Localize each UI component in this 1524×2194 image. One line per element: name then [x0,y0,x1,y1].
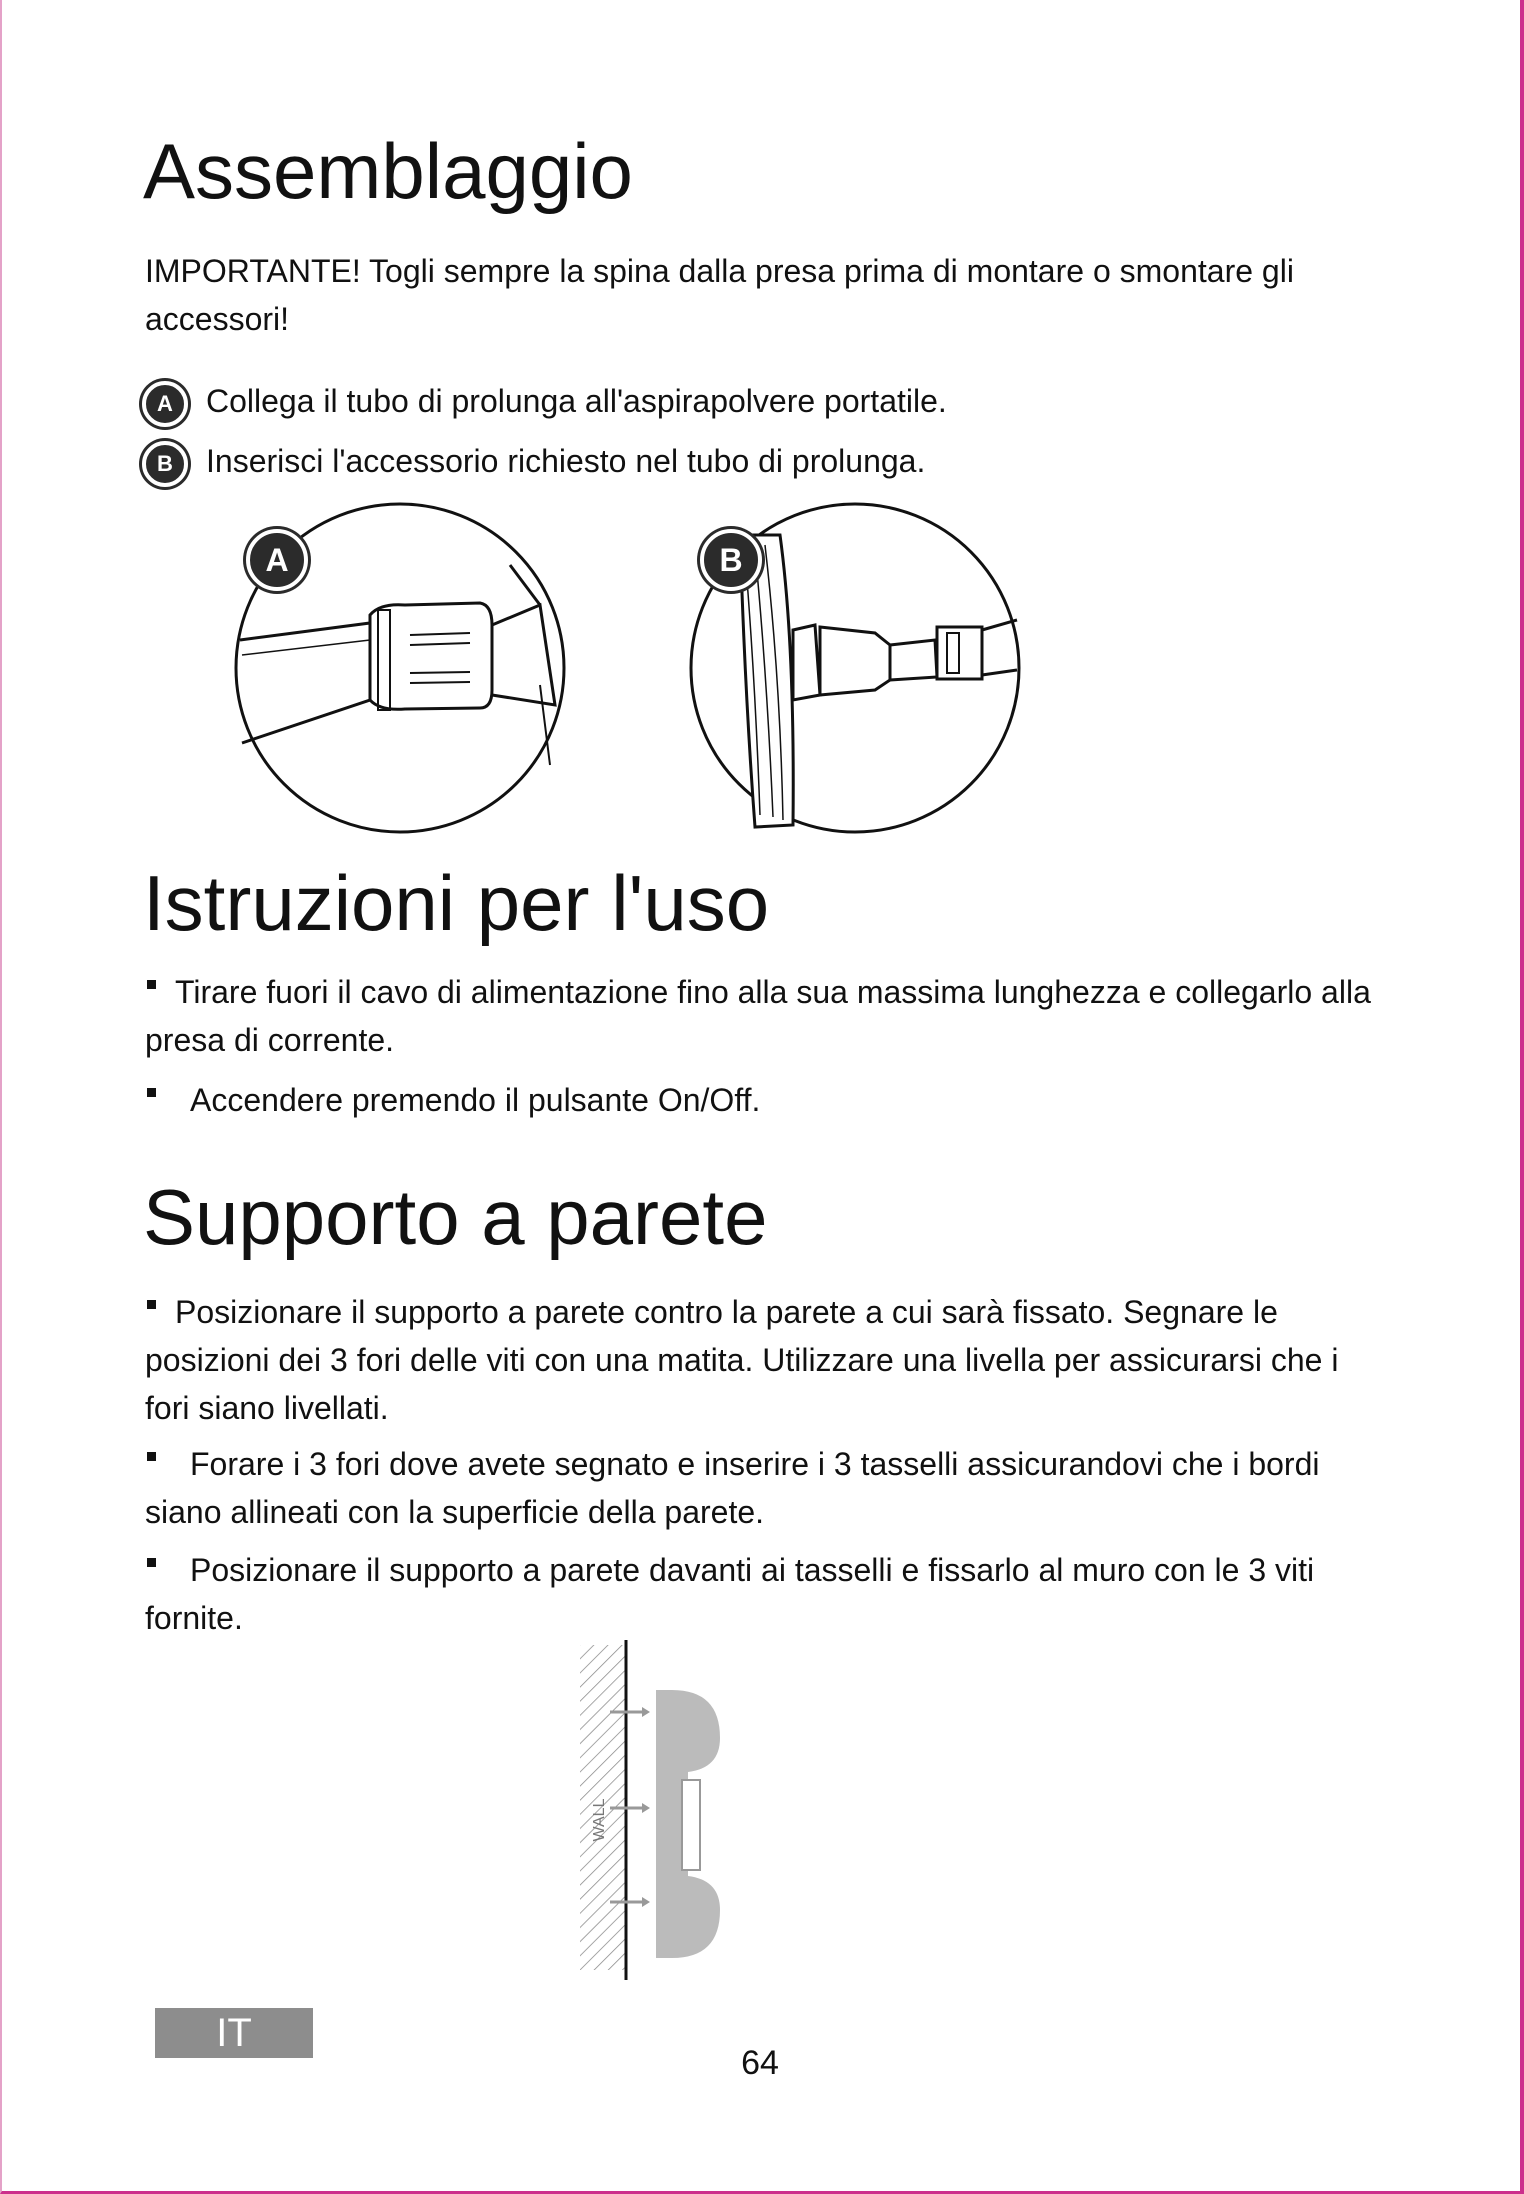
bullet-icon [147,1088,156,1097]
wall-label: WALL [591,1798,608,1842]
page-number: 64 [741,2044,779,2082]
wall-mount-item-3: Posizionare il supporto a parete davanti ai tasselli e fissarlo al muro con le 3 viti fornite. [145,1552,1315,1636]
section-title-wall-mount: Supporto a parete [143,1173,768,1261]
step-a-badge: A [142,381,188,427]
usage-item-2: Accendere premendo il pulsante On/Off. [190,1082,761,1118]
important-note: IMPORTANTE! Togli sempre la spina dalla presa prima di montare o smontare gli accessori! [145,253,1294,337]
language-tab: IT [155,2008,313,2058]
section-title-assembly: Assemblaggio [143,127,633,215]
wall-mount-item-1: Posizionare il supporto a parete contro la parete a cui sarà fissato. Segnare le posizioni dei 3 fori delle viti con una matita. Utilizzare una livella per assicurarsi che i fori siano livellati. [145,1294,1339,1426]
section-title-usage: Istruzioni per l'uso [143,859,770,947]
step-b-badge: B [142,441,188,487]
figure-b-label: B [700,529,762,591]
figure-a-label: A [246,529,308,591]
wall-mount-item-2: Forare i 3 fori dove avete segnato e inserire i 3 tasselli assicurandovi che i bordi siano allineati con la superficie della parete. [145,1446,1320,1530]
step-b-text: Inserisci l'accessorio richiesto nel tubo di prolunga. [206,443,926,479]
wall-mount-illustration [570,1640,730,1985]
step-a-text: Collega il tubo di prolunga all'aspirapolvere portatile. [206,383,947,419]
usage-item-1: Tirare fuori il cavo di alimentazione fino alla sua massima lunghezza e collegarlo alla presa di corrente. [145,974,1371,1058]
